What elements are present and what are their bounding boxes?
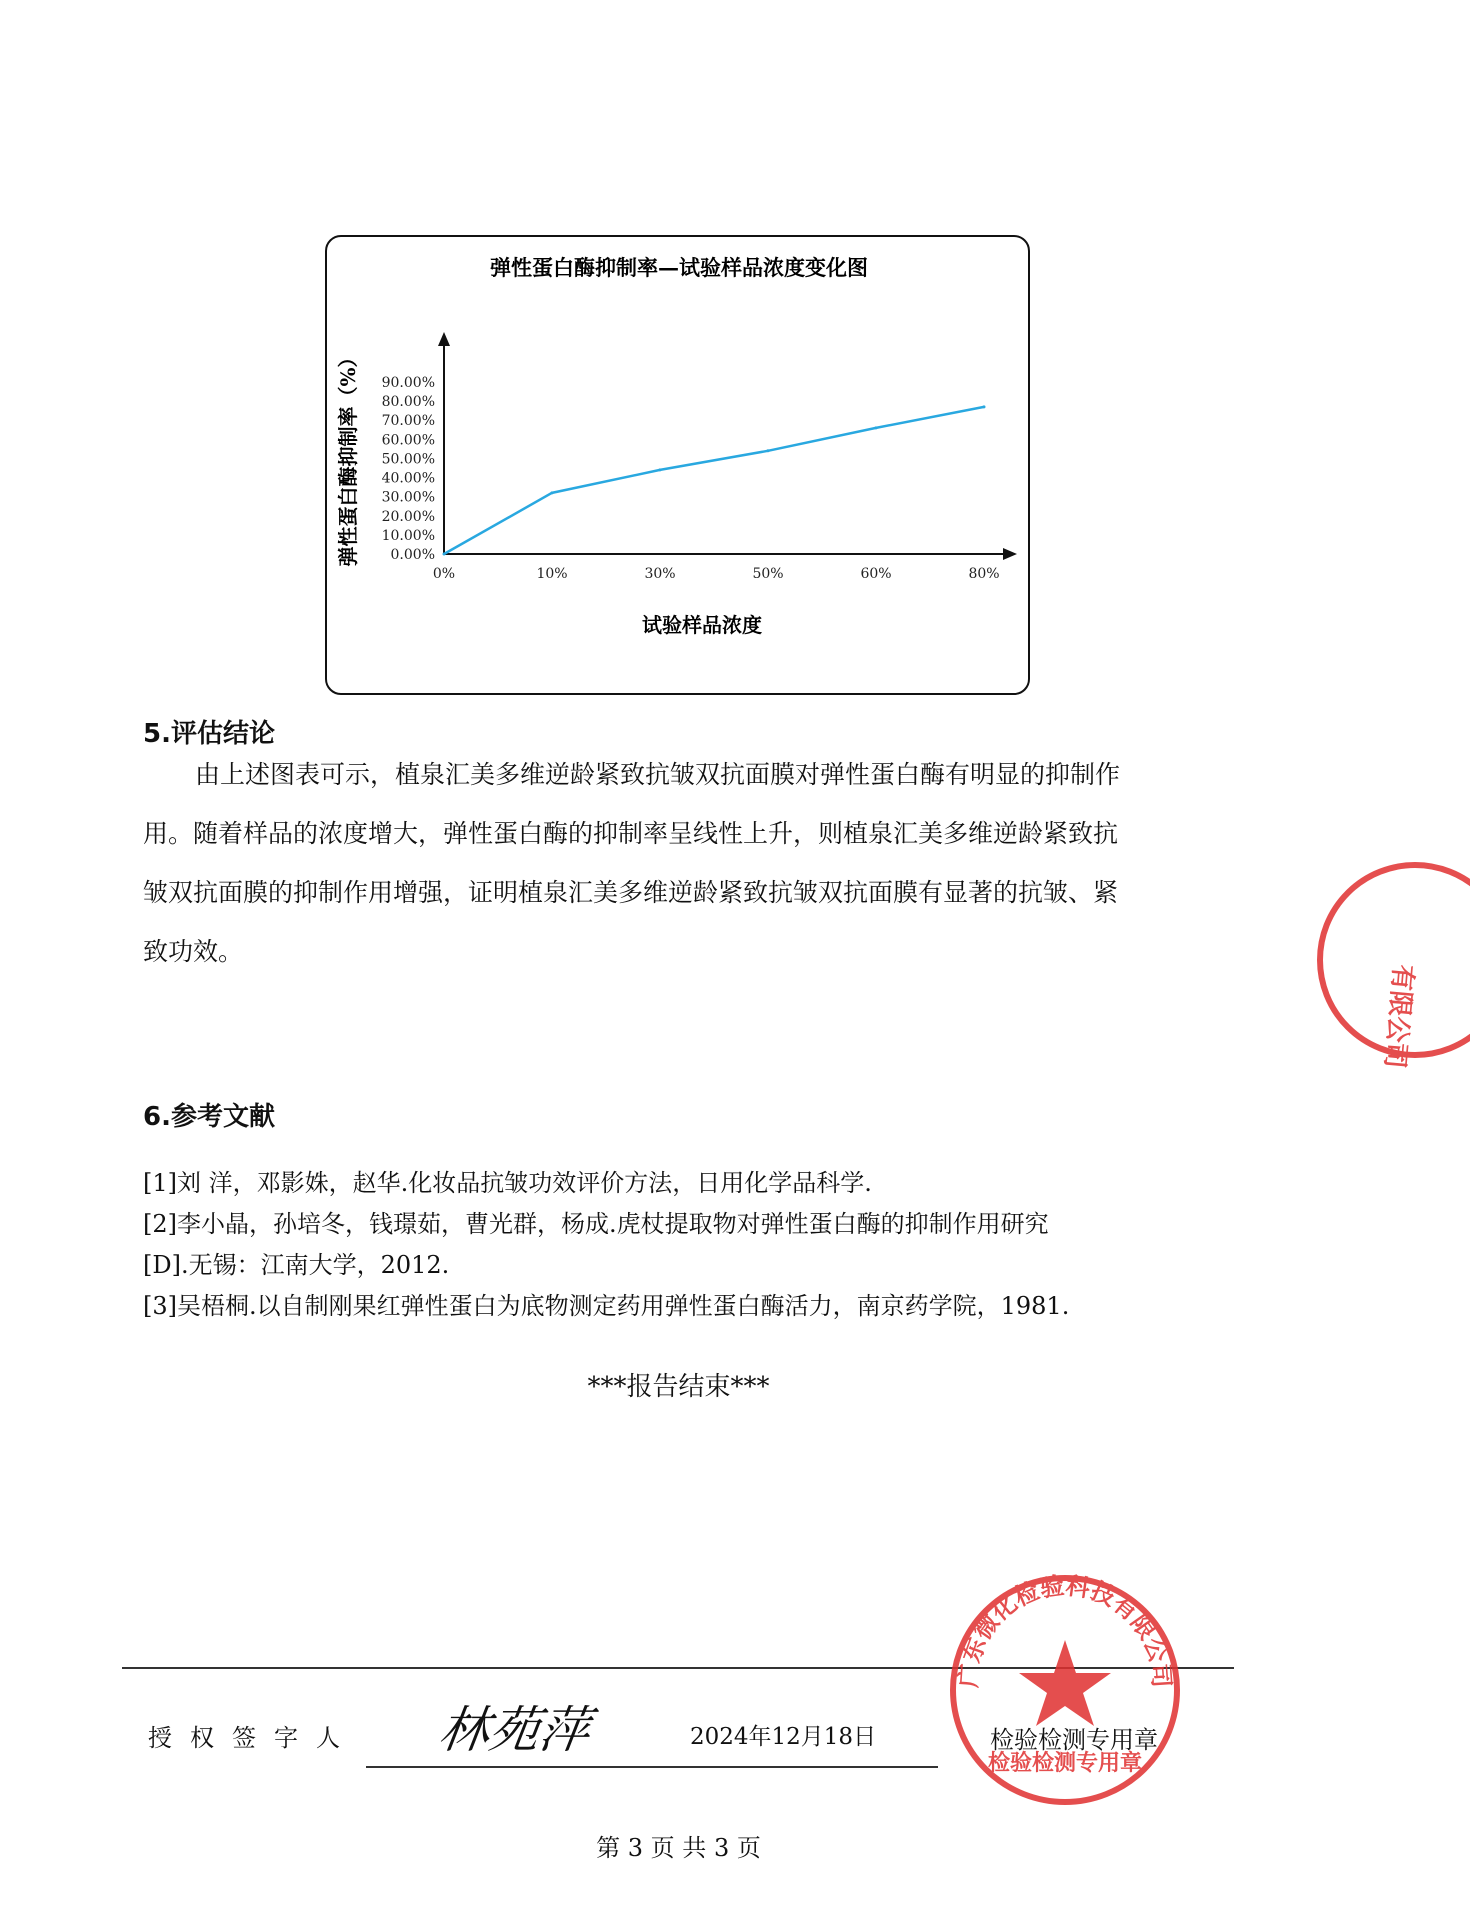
seal-caption: 检验检测专用章 <box>990 1726 1158 1754</box>
y-tick-label: 70.00% <box>381 413 435 430</box>
y-axis-label: 弹性蛋白酶抑制率（%） <box>336 347 360 567</box>
y-tick-label: 50.00% <box>381 451 435 468</box>
data-point <box>659 468 662 471</box>
x-axis-label: 试验样品浓度 <box>642 613 762 637</box>
signature: 林苑萍 <box>435 1701 594 1759</box>
seal-center-text: 检验检测专用章 <box>987 1751 1143 1776</box>
x-tick-label: 30% <box>644 566 676 582</box>
y-tick-label: 80.00% <box>381 394 435 411</box>
y-tick-label: 20.00% <box>381 508 435 525</box>
y-tick-label: 40.00% <box>381 470 435 487</box>
y-tick-label: 60.00% <box>381 432 435 449</box>
x-tick-label: 60% <box>860 566 892 582</box>
y-tick-label: 0.00% <box>390 547 435 563</box>
chart-title: 弹性蛋白酶抑制率—试验样品浓度变化图 <box>490 255 868 280</box>
conclusion-line: 用。随着样品的浓度增大，弹性蛋白酶的抑制率呈线性上升，则植泉汇美多维逆龄紧致抗 <box>143 819 1119 848</box>
conclusion-line: 由上述图表可示，植泉汇美多维逆龄紧致抗皱双抗面膜对弹性蛋白酶有明显的抑制作 <box>195 760 1121 789</box>
plot-area <box>382 332 1017 582</box>
y-tick-label: 30.00% <box>381 489 435 506</box>
signature-line <box>366 1766 938 1768</box>
conclusion-line: 皱双抗面膜的抑制作用增强，证明植泉汇美多维逆龄紧致抗皱双抗面膜有显著的抗皱、紧 <box>143 878 1119 907</box>
reference-item: [2]李小晶，孙培冬，钱璟茹，曹光群，杨成.虎杖提取物对弹性蛋白酶的抑制作用研究 <box>143 1210 1049 1238</box>
x-tick-label: 50% <box>752 566 784 582</box>
sign-date: 2024年12月18日 <box>690 1724 877 1750</box>
series-line <box>444 407 984 554</box>
y-axis-arrow-icon <box>438 332 450 346</box>
x-tick-label: 80% <box>968 566 1000 582</box>
star-icon <box>1019 1640 1111 1726</box>
data-point <box>767 449 770 452</box>
y-tick-label: 10.00% <box>381 527 435 544</box>
chart-frame <box>325 235 1030 695</box>
edge-seal <box>1300 855 1470 1070</box>
y-tick-label: 90.00% <box>381 375 435 391</box>
signer-label: 授权签字人 <box>148 1724 358 1752</box>
references-list <box>143 1163 1243 1327</box>
data-point <box>875 426 878 429</box>
reference-item: [1]刘 洋，邓影姝，赵华.化妆品抗皱功效评价方法，日用化学品科学. <box>143 1169 872 1197</box>
conclusion-paragraph <box>143 745 1213 981</box>
edge-seal-text: 有限公司 <box>1378 963 1418 1070</box>
line-chart <box>327 237 1032 697</box>
x-tick-label: 10% <box>536 566 568 582</box>
data-point <box>443 553 446 556</box>
data-point <box>983 405 986 408</box>
conclusion-line: 致功效。 <box>143 937 244 966</box>
data-point <box>551 491 554 494</box>
x-axis-arrow-icon <box>1003 548 1017 560</box>
company-seal <box>945 1570 1185 1810</box>
page-number: 第 3 页 共 3 页 <box>596 1834 761 1862</box>
reference-item: [D].无锡：江南大学，2012. <box>143 1251 450 1279</box>
x-tick-label: 0% <box>432 566 456 582</box>
conclusion-heading: 5.评估结论 <box>143 719 275 749</box>
reference-item: [3]吴梧桐.以自制刚果红弹性蛋白为底物测定药用弹性蛋白酶活力，南京药学院，1981. <box>143 1292 1070 1320</box>
seal-ring-text: 广东微化检验科技有限公司 <box>954 1571 1176 1689</box>
report-end-marker: ***报告结束*** <box>587 1372 770 1402</box>
references-heading: 6.参考文献 <box>143 1102 275 1132</box>
